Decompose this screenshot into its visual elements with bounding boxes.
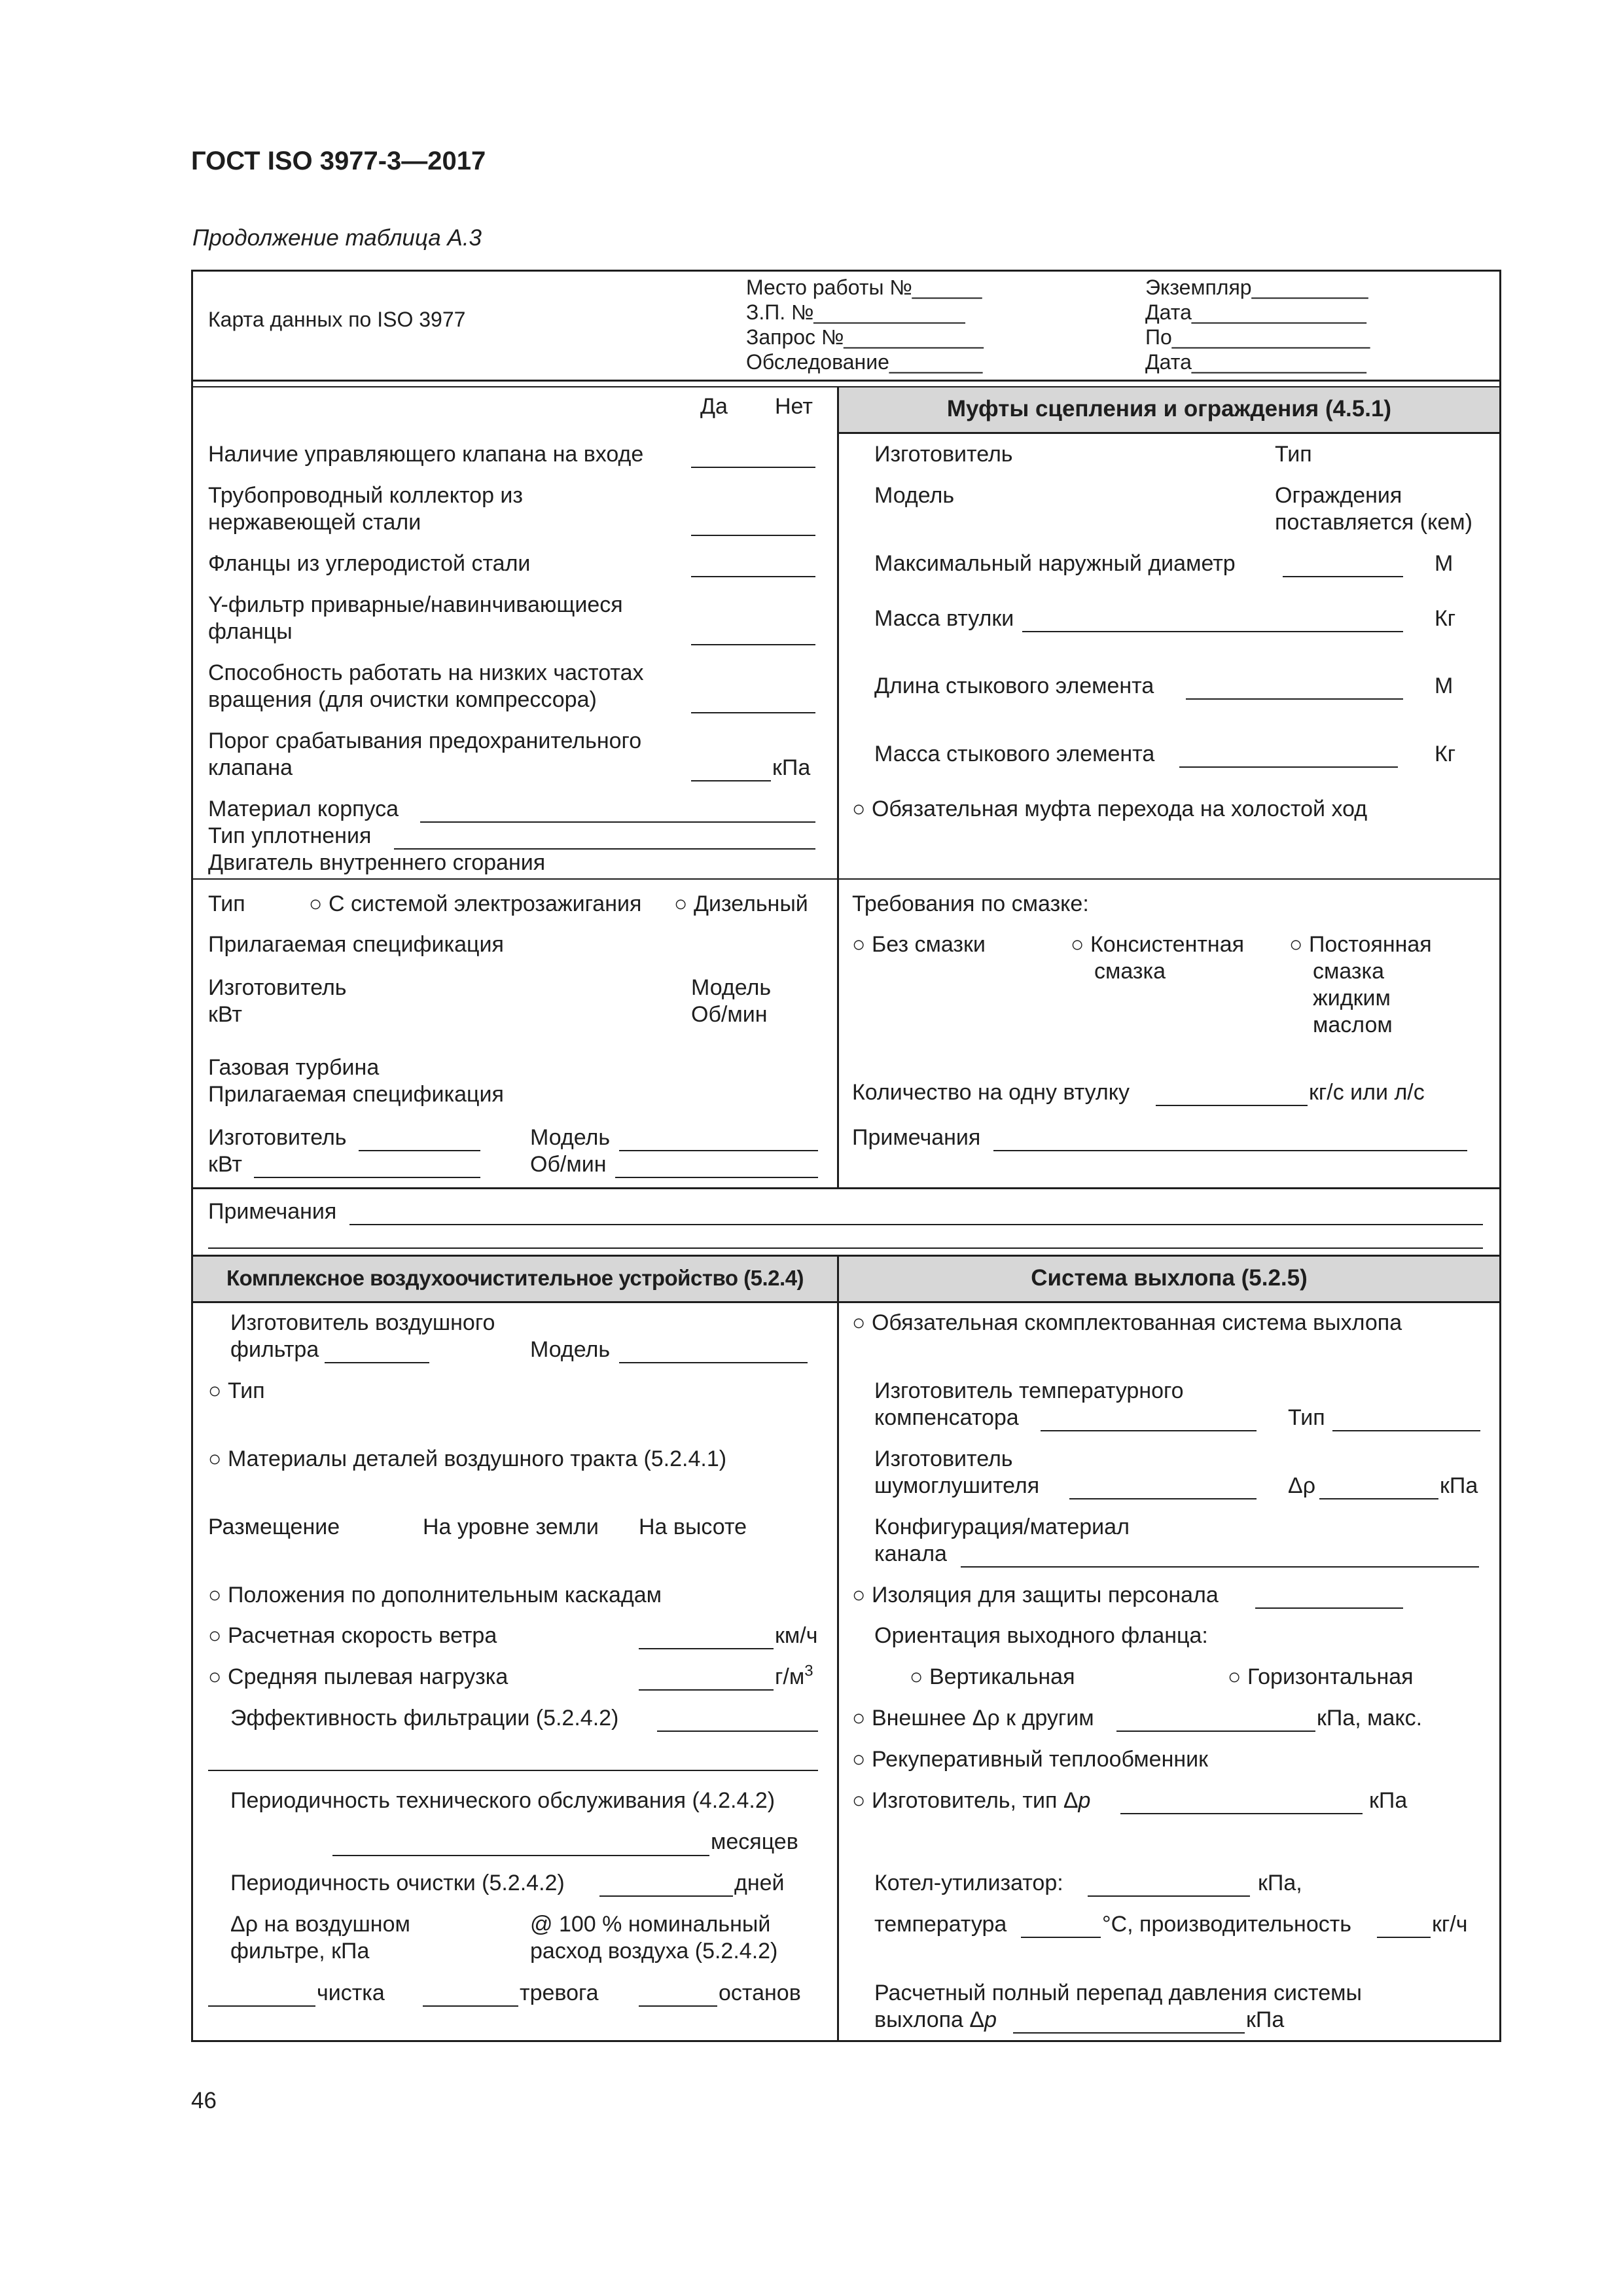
coupling-notes-label: Примечания bbox=[852, 1125, 981, 1150]
maker-type-text: ○ Изготовитель, тип Δ bbox=[852, 1788, 1079, 1813]
silencer-dp-field[interactable] bbox=[1319, 1498, 1438, 1499]
stop-field[interactable] bbox=[639, 2005, 717, 2007]
maker-type-option[interactable] bbox=[852, 1787, 1090, 1814]
comp-type-label: Тип bbox=[1288, 1405, 1325, 1430]
lube-req-label: Требования по смазке: bbox=[852, 891, 1089, 916]
exhaust-mandatory-option[interactable]: ○ Обязательная скомплектованная система выхлопа bbox=[852, 1310, 1402, 1335]
dust-unit-sup: 3 bbox=[804, 1662, 813, 1680]
ice-kw-label: кВт bbox=[208, 1002, 242, 1027]
spacer-len-unit: М bbox=[1435, 673, 1454, 698]
coupling-maker-label: Изготовитель bbox=[874, 442, 1013, 467]
guard-label-2: поставляется (кем) bbox=[1275, 510, 1472, 535]
spacer-mass-unit: Кг bbox=[1435, 742, 1456, 766]
af-model-label: Модель bbox=[530, 1337, 611, 1362]
notes-label: Примечания bbox=[208, 1199, 337, 1224]
qty-field[interactable] bbox=[1156, 1105, 1308, 1106]
card-mid-3: Запрос №____________ bbox=[746, 325, 984, 349]
exhaust-header: Система выхлопа (5.2.5) bbox=[1031, 1265, 1308, 1291]
spacer-mass-label: Масса стыкового элемента bbox=[874, 742, 1155, 766]
dp-filter-label-1: Δρ на воздушном bbox=[230, 1912, 410, 1937]
maint-label: Периодичность технического обслуживания (4.2.4.2) bbox=[230, 1788, 776, 1813]
ice-divider bbox=[191, 878, 839, 880]
page-number: 46 bbox=[191, 2088, 217, 2113]
card-title: Карта данных по ISO 3977 bbox=[208, 308, 466, 331]
ice-model-label: Модель bbox=[691, 975, 772, 1000]
af-maker-label-2: фильтра bbox=[230, 1337, 319, 1362]
comp-maker-label-2: компенсатора bbox=[874, 1405, 1019, 1430]
couplings-header-line bbox=[837, 432, 1501, 434]
gt-rpm-field[interactable] bbox=[615, 1177, 818, 1178]
collector-label-2: нержавеющей стали bbox=[208, 510, 421, 535]
rated-label-1: @ 100 % номинальный bbox=[530, 1912, 771, 1937]
alarm-label: тревога bbox=[520, 1981, 599, 2005]
card-divider-1 bbox=[191, 380, 1501, 382]
stages-option[interactable]: ○ Положения по дополнительным каскадам bbox=[208, 1583, 662, 1607]
gas-turbine-label: Газовая турбина bbox=[208, 1055, 380, 1080]
hub-mass-label: Масса втулки bbox=[874, 606, 1014, 631]
inlet-valve-label: Наличие управляющего клапана на входе bbox=[208, 442, 644, 467]
qty-label: Количество на одну втулку bbox=[852, 1080, 1130, 1105]
spacer-mass-field[interactable] bbox=[1179, 766, 1398, 768]
wind-unit: км/ч bbox=[775, 1623, 818, 1648]
relief-field[interactable] bbox=[691, 780, 771, 781]
ice-label: Двигатель внутреннего сгорания bbox=[208, 850, 546, 875]
max-od-label: Максимальный наружный диаметр bbox=[874, 551, 1236, 576]
temp-label: температура bbox=[874, 1912, 1007, 1937]
ice-spec-label: Прилагаемая спецификация bbox=[208, 932, 504, 957]
gt-model-label: Модель bbox=[530, 1125, 611, 1150]
dust-unit-text: г/м bbox=[775, 1664, 805, 1689]
total-dp-unit: кПа bbox=[1246, 2007, 1285, 2032]
oil-option-4: маслом bbox=[1313, 1013, 1393, 1037]
lowfreq-field[interactable] bbox=[691, 712, 815, 713]
efficiency-field-2[interactable] bbox=[208, 1770, 818, 1771]
couplings-header: Муфты сцепления и ограждения (4.5.1) bbox=[946, 396, 1392, 422]
max-od-unit: М bbox=[1435, 551, 1454, 576]
card-right-2: Дата_______________ bbox=[1145, 300, 1366, 324]
lowfreq-label-1: Способность работать на низких частотах bbox=[208, 660, 644, 685]
lube-divider bbox=[837, 878, 1501, 880]
lowfreq-label-2: вращения (для очистки компрессора) bbox=[208, 687, 597, 712]
yfilter-label-1: Y-фильтр приварные/навинчивающиеся bbox=[208, 592, 623, 617]
silencer-field[interactable] bbox=[1069, 1498, 1257, 1499]
efficiency-label: Эффективность фильтрации (5.2.4.2) bbox=[230, 1706, 619, 1731]
gt-rpm-label: Об/мин bbox=[530, 1152, 607, 1177]
no-label: Нет bbox=[775, 394, 813, 419]
days-unit: дней bbox=[734, 1871, 785, 1895]
ext-dp-unit: кПа, макс. bbox=[1317, 1706, 1423, 1731]
af-model-field[interactable] bbox=[619, 1362, 808, 1363]
total-dp-label-1: Расчетный полный перепад давления системы bbox=[874, 1981, 1362, 2005]
maker-type-p: p bbox=[1078, 1788, 1091, 1813]
hub-mass-unit: Кг bbox=[1435, 606, 1456, 631]
flanges-label: Фланцы из углеродистой стали bbox=[208, 551, 531, 576]
card-mid-4: Обследование________ bbox=[746, 350, 983, 374]
collector-field[interactable] bbox=[691, 535, 815, 536]
gt-spec-label: Прилагаемая спецификация bbox=[208, 1082, 504, 1107]
spark-option[interactable]: ○ С системой электрозажигания bbox=[309, 891, 642, 916]
clean-field[interactable] bbox=[208, 2005, 315, 2007]
card-right-4: Дата_______________ bbox=[1145, 350, 1366, 374]
gt-kw-label: кВт bbox=[208, 1152, 242, 1177]
coupling-type-label: Тип bbox=[1275, 442, 1312, 467]
gt-model-field[interactable] bbox=[619, 1150, 818, 1151]
capacity-field[interactable] bbox=[1377, 1937, 1431, 1938]
orientation-label: Ориентация выходного фланца: bbox=[874, 1623, 1208, 1648]
card-mid-1: Место работы №______ bbox=[746, 276, 982, 299]
temp-field[interactable] bbox=[1021, 1937, 1101, 1938]
wind-option[interactable]: ○ Расчетная скорость ветра bbox=[208, 1623, 497, 1648]
diesel-option[interactable]: ○ Дизельный bbox=[674, 891, 808, 916]
silencer-label-1: Изготовитель bbox=[874, 1446, 1013, 1471]
seal-type-label: Тип уплотнения bbox=[208, 823, 372, 848]
insulation-option[interactable]: ○ Изоляция для защиты персонала bbox=[852, 1583, 1219, 1607]
total-dp-text: выхлопа Δ bbox=[874, 2007, 985, 2032]
recup-option[interactable]: ○ Рекуперативный теплообменник bbox=[852, 1747, 1208, 1772]
doc-code: ГОСТ ISO 3977-3—2017 bbox=[191, 147, 486, 175]
collector-label-1: Трубопроводный коллектор из bbox=[208, 483, 524, 508]
gt-maker-field[interactable] bbox=[359, 1150, 480, 1151]
duct-label-2: канала bbox=[874, 1541, 947, 1566]
temp-unit: °С, производительность bbox=[1102, 1912, 1352, 1937]
vertical-option[interactable]: ○ Вертикальная bbox=[910, 1664, 1075, 1689]
max-od-field[interactable] bbox=[1283, 576, 1403, 577]
card-right-1: Экземпляр__________ bbox=[1145, 276, 1368, 299]
table-left-border bbox=[191, 270, 193, 2042]
efficiency-field[interactable] bbox=[657, 1731, 818, 1732]
boiler-unit: кПа, bbox=[1258, 1871, 1302, 1895]
table-top-border bbox=[191, 270, 1501, 272]
dust-option[interactable]: ○ Средняя пылевая нагрузка bbox=[208, 1664, 508, 1689]
relief-label-2: клапана bbox=[208, 755, 293, 780]
dust-unit bbox=[775, 1663, 813, 1691]
months-unit: месяцев bbox=[711, 1829, 798, 1854]
silencer-label-2: шумоглушителя bbox=[874, 1473, 1040, 1498]
materials-option[interactable]: ○ Материалы деталей воздушного тракта (5.2.4.1) bbox=[208, 1446, 727, 1471]
no-lube-option[interactable]: ○ Без смазки bbox=[852, 932, 986, 957]
notes-field-2[interactable] bbox=[208, 1247, 1483, 1249]
elevated-option[interactable]: На высоте bbox=[639, 1515, 747, 1539]
comp-maker-label-1: Изготовитель температурного bbox=[874, 1378, 1184, 1403]
ice-rpm-label: Об/мин bbox=[691, 1002, 768, 1027]
comp-maker-field[interactable] bbox=[1041, 1430, 1257, 1431]
relief-label-1: Порог срабатывания предохранительного bbox=[208, 728, 642, 753]
gt-kw-field[interactable] bbox=[254, 1177, 480, 1178]
comp-type-field[interactable] bbox=[1332, 1430, 1480, 1431]
guard-label-1: Ограждения bbox=[1275, 483, 1402, 508]
card-mid-2: З.П. №_____________ bbox=[746, 300, 965, 324]
ice-type-label: Тип bbox=[208, 891, 245, 916]
body-material-field[interactable] bbox=[420, 821, 815, 823]
coupling-notes-field[interactable] bbox=[993, 1150, 1467, 1151]
dust-field[interactable] bbox=[639, 1689, 774, 1691]
relief-unit: кПа bbox=[772, 755, 811, 780]
idle-coupling-option[interactable]: ○ Обязательная муфта перехода на холостой ход bbox=[852, 797, 1368, 821]
dp-filter-label-2: фильтре, кПа bbox=[230, 1939, 370, 1964]
hub-mass-field[interactable] bbox=[1022, 631, 1403, 632]
af-type-option[interactable]: ○ Тип bbox=[208, 1378, 265, 1403]
total-dp-p: p bbox=[984, 2007, 997, 2032]
ground-option[interactable]: На уровне земли bbox=[423, 1515, 599, 1539]
cleaning-label: Периодичность очистки (5.2.4.2) bbox=[230, 1871, 565, 1895]
spacer-len-field[interactable] bbox=[1186, 698, 1403, 700]
grease-option-2: смазка bbox=[1094, 959, 1166, 984]
duct-field[interactable] bbox=[961, 1566, 1479, 1568]
yfilter-field[interactable] bbox=[691, 644, 815, 645]
column-divider-lower bbox=[837, 1257, 839, 2041]
yfilter-label-2: фланцы bbox=[208, 619, 293, 644]
yes-label: Да bbox=[700, 394, 728, 419]
section2-header-bottom bbox=[191, 1301, 1501, 1303]
table-right-border bbox=[1499, 270, 1501, 2042]
duct-label-1: Конфигурация/материал bbox=[874, 1515, 1130, 1539]
oil-option-2: смазка bbox=[1313, 959, 1385, 984]
placement-label: Размещение bbox=[208, 1515, 340, 1539]
maker-type-field[interactable] bbox=[1120, 1813, 1363, 1814]
table-caption: Продолжение таблица А.3 bbox=[192, 225, 482, 251]
aircleaner-header: Комплексное воздухоочистительное устройство (5.2.4) bbox=[226, 1266, 804, 1290]
coupling-model-label: Модель bbox=[874, 483, 955, 508]
inlet-valve-field[interactable] bbox=[691, 467, 815, 468]
insulation-field[interactable] bbox=[1255, 1607, 1403, 1609]
silencer-dp-label: Δρ bbox=[1288, 1473, 1316, 1498]
capacity-unit: кг/ч bbox=[1432, 1912, 1468, 1937]
ext-dp-option[interactable]: ○ Внешнее Δρ к другим bbox=[852, 1706, 1094, 1731]
clean-label: чистка bbox=[317, 1981, 385, 2005]
boiler-label: Котел-утилизатор: bbox=[874, 1871, 1063, 1895]
gt-maker-label: Изготовитель bbox=[208, 1125, 347, 1150]
maint-field[interactable] bbox=[332, 1855, 709, 1856]
ext-dp-field[interactable] bbox=[1116, 1731, 1315, 1732]
stop-label: останов bbox=[719, 1981, 801, 2005]
alarm-field[interactable] bbox=[423, 2005, 518, 2007]
column-divider-upper bbox=[837, 386, 839, 1189]
cleaning-field[interactable] bbox=[599, 1895, 733, 1897]
body-material-label: Материал корпуса bbox=[208, 797, 399, 821]
flanges-field[interactable] bbox=[691, 576, 815, 577]
total-dp-label-2 bbox=[874, 2006, 997, 2034]
oil-option-3: жидким bbox=[1313, 986, 1391, 1011]
maker-type-unit: кПа bbox=[1369, 1788, 1408, 1813]
qty-unit: кг/с или л/с bbox=[1309, 1080, 1425, 1105]
horizontal-option[interactable]: ○ Горизонтальная bbox=[1228, 1664, 1414, 1689]
oil-option-1[interactable]: ○ Постоянная bbox=[1289, 932, 1432, 957]
table-bottom-border bbox=[191, 2040, 1501, 2042]
notes-field-1[interactable] bbox=[349, 1224, 1483, 1225]
boiler-field[interactable] bbox=[1088, 1895, 1250, 1897]
wind-field[interactable] bbox=[639, 1648, 774, 1649]
silencer-dp-unit: кПа bbox=[1440, 1473, 1478, 1498]
card-right-3: По_________________ bbox=[1145, 325, 1370, 349]
rated-label-2: расход воздуха (5.2.4.2) bbox=[530, 1939, 778, 1964]
af-maker-label-1: Изготовитель воздушного bbox=[230, 1310, 495, 1335]
notes-row-top bbox=[191, 1187, 1501, 1189]
grease-option-1[interactable]: ○ Консистентная bbox=[1071, 932, 1245, 957]
ice-maker-label: Изготовитель bbox=[208, 975, 347, 1000]
spacer-len-label: Длина стыкового элемента bbox=[874, 673, 1154, 698]
total-dp-field[interactable] bbox=[1013, 2032, 1245, 2034]
af-maker-field[interactable] bbox=[325, 1362, 429, 1363]
